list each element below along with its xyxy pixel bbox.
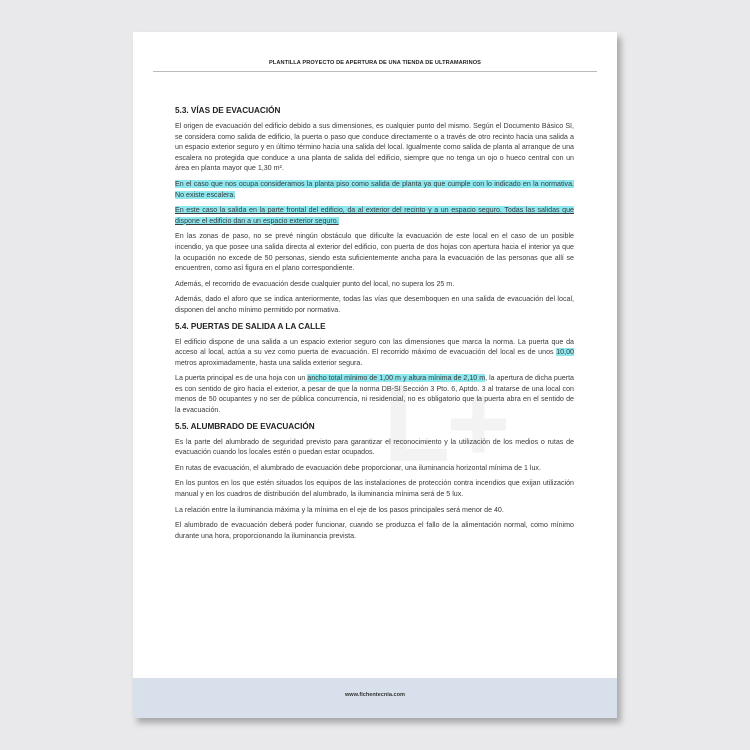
- highlighted-paragraph: [175, 179, 574, 200]
- paragraph: Además, el recorrido de evacuación desde cualquier punto del local, no supera los 25 m.: [175, 279, 455, 288]
- page-content: [175, 105, 574, 546]
- paragraph: Es la parte del alumbrado de seguridad previsto para garantizar el reconocimiento y la utilización de los medios o rutas de evacuación cuando los locales estén o puedan estar ocupados.: [175, 437, 574, 457]
- paragraph: En las zonas de paso, no se prevé ningún obstáculo que dificulte la evacuación de este local en el caso de un posible incendio, ya que posee una salida directa al exterior del edificio, con puerta de dos hojas con apertura hacia el interior ya que la ocupación no excede de 50 personas, siendo esta suficientemente ancha para la evacuación de las personas que allí se encuentren, como así figura en el plano correspondiente.: [175, 232, 574, 273]
- header-divider: [153, 71, 597, 72]
- paragraph: En los puntos en los que estén situados los equipos de las instalaciones de protección contra incendios que exijan utilización manual y en los cuadros de distribución del alumbrado, la iluminancia mínima será de 5 lux.: [175, 479, 574, 499]
- section-heading-emergency-lighting: 5.5. ALUMBRADO DE EVACUACIÓN: [175, 421, 315, 431]
- highlighted-underlined-paragraph: [175, 205, 574, 226]
- text-run: El edificio dispone de una salida a un espacio exterior seguro con las dimensiones que marca la norma. La puerta que da acceso al local, actúa a su vez como puerta de evacuación. El recorrido máximo de evacuación del local es de unos: [175, 337, 574, 357]
- paragraph: En rutas de evacuación, el alumbrado de evacuación debe proporcionar, una iluminancia horizontal mínima de 1 lux.: [175, 463, 541, 472]
- text-run: metros aproximadamente, hasta una salida exterior segura.: [175, 358, 363, 367]
- paragraph: [175, 337, 574, 369]
- paragraph: La relación entre la iluminancia máxima y la mínima en el eje de los pasos principales será menor de 40.: [175, 505, 504, 514]
- section-heading-exit-doors: 5.4. PUERTAS DE SALIDA A LA CALLE: [175, 321, 326, 331]
- footer-url: www.fichentecnia.com: [344, 692, 406, 698]
- highlighted-text: En este caso la salida en la parte frontal del edificio, da al exterior del recinto y a un espacio seguro. Todas las salidas que dispone el edificio dan a un espacio exterior seguro.: [175, 206, 574, 225]
- document-page: [133, 32, 617, 718]
- page-footer: [133, 678, 617, 718]
- text-run: , la apertura de dicha puerta es con sentido de giro hacia el exterior, a pesar de que la norma DB-SI Sección 3 Pto. 6, Aptdo. 3 al tratarse de una local con menos de 50 ocupantes y no ser de pública concurrencia, ni residencial, no es obligatorio que la puerta abra en el sentido de la evacuación.: [175, 374, 574, 415]
- paragraph: El origen de evacuación del edificio debido a sus dimensiones, es cualquier punto del mismo. Según el Documento Básico SI, se considera como salida de edificio, la puerta o paso que conduce directamente o a través de otro recinto hacia una salida a un espacio exterior seguro y en último término hacia una salida del local. Igualmente como salida de planta al arranque de una escalera no protegida que conduce a una planta de salida del edificio, siempre que no tenga un ojo o hueco central con un área en planta mayor que 1,30 m².: [175, 122, 574, 173]
- highlighted-text: ancho total mínimo de 1,00 m y altura mínima de 2,10 m: [307, 374, 486, 383]
- paragraph: [175, 373, 574, 415]
- paragraph: El alumbrado de evacuación deberá poder funcionar, cuando se produzca el fallo de la alimentación normal, como mínimo durante una hora, proporcionando la iluminancia prevista.: [175, 521, 574, 540]
- paragraph: Además, dado el aforo que se indica anteriormente, todas las vías que desemboquen en una salida de evacuación del local, disponen del ancho mínimo permitido por normativa.: [175, 295, 574, 314]
- highlighted-text: 10,00: [556, 348, 574, 357]
- text-run: La puerta principal es de una hoja con un: [175, 374, 308, 383]
- page-header-title: PLANTILLA PROYECTO DE APERTURA DE UNA TIENDA DE ULTRAMARINOS: [268, 60, 482, 66]
- section-heading-evacuation-routes: 5.3. VÍAS DE EVACUACIÓN: [175, 106, 281, 115]
- highlighted-text: En el caso que nos ocupa consideramos la planta piso como salida de planta ya que cumple con lo indicado en la normativa. No existe escalera.: [175, 179, 574, 199]
